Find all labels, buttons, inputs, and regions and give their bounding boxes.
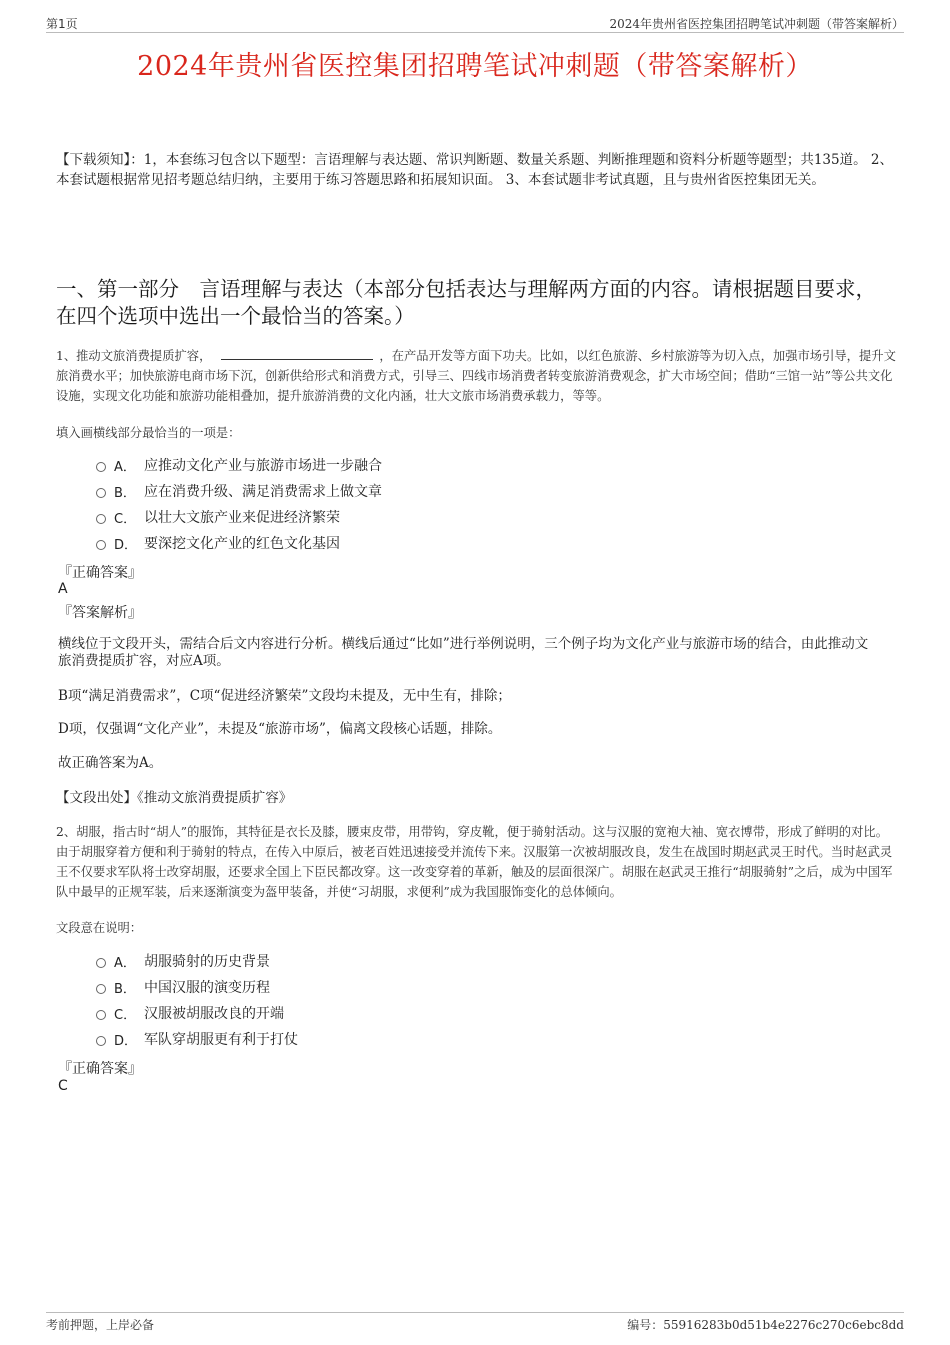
option-text: 应在消费升级、满足消费需求上做文章 <box>144 484 382 500</box>
question-2-answer: C <box>58 1078 68 1094</box>
question-1-blank <box>221 347 373 360</box>
question-1-option-c[interactable] <box>96 504 382 530</box>
footer-doc-id: 编号：55916283b0d51b4e2276c270c6ebc8dd <box>627 1318 904 1332</box>
radio-button-icon[interactable] <box>96 958 106 968</box>
option-letter: C． <box>114 1007 137 1023</box>
radio-button-icon[interactable] <box>96 540 106 550</box>
radio-button-icon[interactable] <box>96 488 106 498</box>
question-2-option-d[interactable] <box>96 1026 298 1052</box>
question-1-source: 【文段出处】《推动文旅消费提质扩容》 <box>56 790 293 806</box>
download-notice: 【下载须知】：1，本套练习包含以下题型：言语理解与表达题、常识判断题、数量关系题、判断推理题和资料分析题等题型；共135道。 2、本套试题根据常见招考题总结归纳，主要用于练习答题思路和拓展知识面。 3、本套试题非考试真题，且与贵州省医控集团无关。 <box>56 152 893 188</box>
document-title: 2024年贵州省医控集团招聘笔试冲刺题（带答案解析） <box>137 51 813 82</box>
option-text: 汉服被胡服改良的开端 <box>144 1006 284 1022</box>
header-doc-title: 2024年贵州省医控集团招聘笔试冲刺题（带答案解析） <box>609 17 904 31</box>
question-1-option-b[interactable] <box>96 478 382 504</box>
question-2-prompt: 文段意在说明： <box>56 921 143 935</box>
page-header <box>46 12 904 33</box>
page-number: 第1页 <box>46 17 78 31</box>
question-1-analysis-paragraph: 横线位于文段开头，需结合后文内容进行分析。横线后通过“比如”进行举例说明，三个例子均为文化产业与旅游市场的结合，由此推动文旅消费提质扩容，对应A项。 <box>58 636 869 669</box>
option-text: 要深挖文化产业的红色文化基因 <box>144 536 340 552</box>
option-text: 军队穿胡服更有利于打仗 <box>144 1032 298 1048</box>
option-letter: B． <box>114 981 136 997</box>
option-letter: C． <box>114 511 137 527</box>
option-text: 胡服骑射的历史背景 <box>144 954 270 970</box>
question-1-option-d[interactable] <box>96 530 382 556</box>
question-1-analysis-paragraph: B项“满足消费需求”，C项“促进经济繁荣”文段均未提及，无中生有，排除； <box>58 688 511 704</box>
question-1-text <box>56 346 900 406</box>
question-2-options <box>96 948 298 1052</box>
radio-button-icon[interactable] <box>96 514 106 524</box>
option-letter: D． <box>114 537 138 553</box>
question-1-analysis-label: 『答案解析』 <box>58 605 142 621</box>
option-text: 以壮大文旅产业来促进经济繁荣 <box>144 510 340 526</box>
radio-button-icon[interactable] <box>96 1010 106 1020</box>
question-1-options <box>96 452 382 556</box>
option-text: 应推动文化产业与旅游市场进一步融合 <box>144 458 382 474</box>
question-2-option-c[interactable] <box>96 1000 298 1026</box>
question-2-option-b[interactable] <box>96 974 298 1000</box>
option-text: 中国汉服的演变历程 <box>144 980 270 996</box>
radio-button-icon[interactable] <box>96 984 106 994</box>
question-1-analysis-paragraph: D项，仅强调“文化产业”，未提及“旅游市场”，偏离文段核心话题，排除。 <box>58 721 502 737</box>
radio-button-icon[interactable] <box>96 462 106 472</box>
question-1-analysis-paragraph: 故正确答案为A。 <box>58 755 163 771</box>
question-1-answer: A <box>58 581 68 597</box>
footer-slogan: 考前押题，上岸必备 <box>46 1318 155 1332</box>
page-footer <box>46 1312 904 1333</box>
question-1-answer-label: 『正确答案』 <box>58 565 142 581</box>
option-letter: A． <box>114 459 136 475</box>
question-2-answer-label: 『正确答案』 <box>58 1061 142 1077</box>
question-2-option-a[interactable] <box>96 948 298 974</box>
option-letter: A． <box>114 955 136 971</box>
question-1-text-before: 1、推动文旅消费提质扩容， <box>56 349 212 363</box>
option-letter: B． <box>114 485 136 501</box>
radio-button-icon[interactable] <box>96 1036 106 1046</box>
question-1-text-after: ，在产品开发等方面下功夫。比如，以红色旅游、乡村旅游等为切入点，加强市场引导，提升文旅消费水平；加快旅游电商市场下沉，创新供给形式和消费方式，引导三、四线市场消费者转变旅游消费观念，扩大市场空间；借助“三馆一站”等公共文化设施，实现文化功能和旅游功能相叠加，提升旅游消费的文化内涵，壮大文旅市场消费承载力，等等。 <box>56 349 896 403</box>
question-1-prompt: 填入画横线部分最恰当的一项是： <box>56 426 241 440</box>
question-2-text: 2、胡服，指古时“胡人”的服饰，其特征是衣长及膝，腰束皮带，用带钩，穿皮靴，便于骑射活动。这与汉服的宽袍大袖、宽衣博带，形成了鲜明的对比。由于胡服穿着方便和利于骑射的特点，在传入中原后，被老百姓迅速接受并流传下来。汉服第一次被胡服改良，发生在战国时期赵武灵王时代。当时赵武灵王不仅要求军队将士改穿胡服，还要求全国上下臣民都改穿。这一改变穿着的革新，触及的层面很深广。胡服在赵武灵王推行“胡服骑射”之后，成为中国军队中最早的正规军装，后来逐渐演变为盔甲装备，并使“习胡服，求便利”成为我国服饰变化的总体倾向。 <box>56 825 893 899</box>
question-1-option-a[interactable] <box>96 452 382 478</box>
option-letter: D． <box>114 1033 138 1049</box>
section-heading: 一、第一部分 言语理解与表达（本部分包括表达与理解两方面的内容。请根据题目要求，在四个选项中选出一个最恰当的答案。） <box>56 277 876 328</box>
